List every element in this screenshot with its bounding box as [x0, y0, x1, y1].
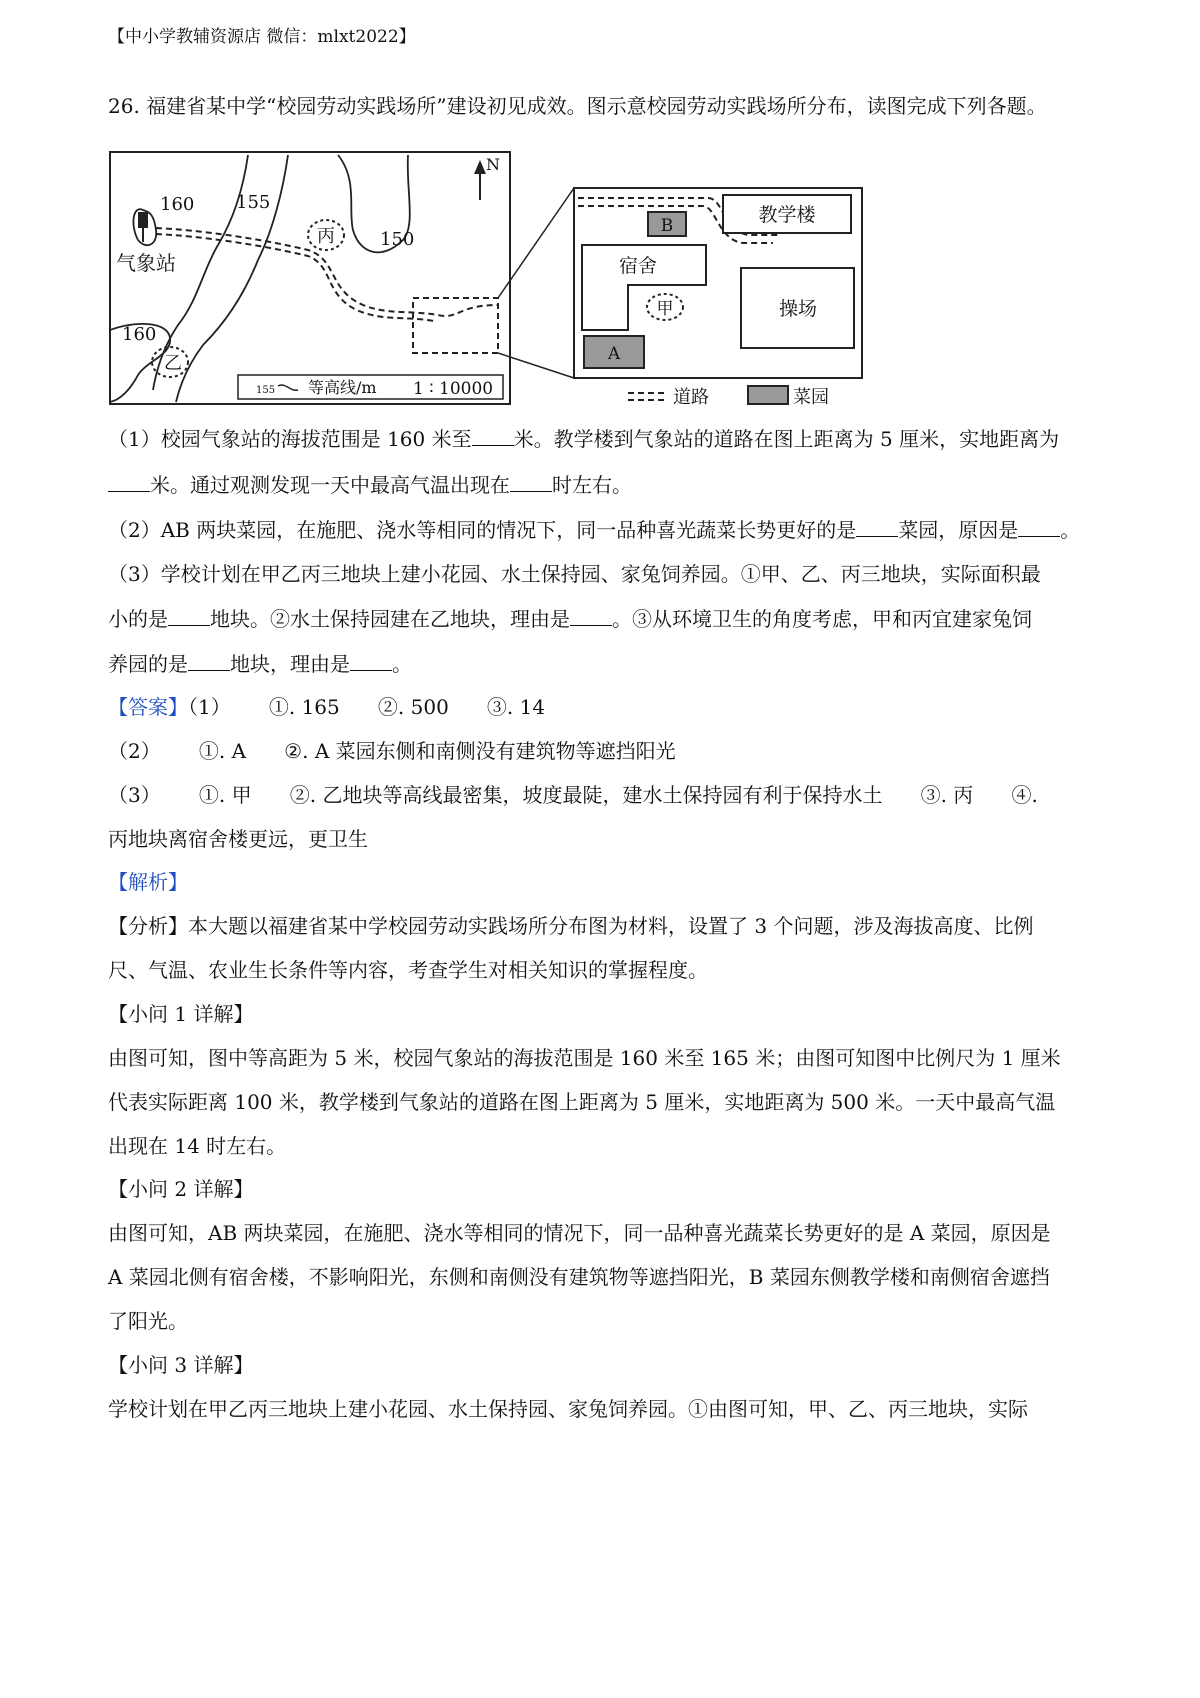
- north-label: N: [486, 155, 500, 174]
- sub3-title: 【小问 3 详解】: [108, 1353, 254, 1377]
- q1-blank-2[interactable]: [108, 473, 150, 492]
- weather-station-label: 气象站: [116, 251, 176, 275]
- legend-garden-label: 菜园: [793, 387, 829, 408]
- q1-blank-1[interactable]: [472, 427, 514, 446]
- garden-a-label: A: [607, 344, 621, 364]
- contour-label-160-lower: 160: [122, 324, 157, 345]
- q2-text-1: （2）AB 两块菜园，在施肥、浇水等相同的情况下，同一品种喜光蔬菜长势更好的是: [108, 518, 857, 542]
- q3-text-6: 地块，理由是: [230, 652, 350, 676]
- sub1-line-3: 出现在 14 时左右。: [108, 1134, 287, 1158]
- q2-line: [108, 516, 1098, 544]
- plot-yi-label: 乙: [164, 353, 182, 374]
- plot-jia-label: 甲: [656, 299, 674, 319]
- q3-line3: [108, 650, 1098, 678]
- legend-garden-icon: [748, 386, 788, 404]
- q3-text-2: 小的是: [108, 607, 168, 631]
- q3-blank-3[interactable]: [188, 652, 230, 671]
- sub2-title: 【小问 2 详解】: [108, 1177, 254, 1201]
- q1-blank-3[interactable]: [510, 473, 552, 492]
- q1-text-1: （1）校园气象站的海拔范围是 160 米至: [108, 427, 472, 451]
- campus-map-figure: [108, 150, 938, 440]
- analysis-label: 【解析】: [108, 870, 188, 894]
- answer-part-1: （1） ①. 165 ②. 500 ③. 14: [188, 695, 546, 719]
- q3-blank-2[interactable]: [570, 607, 612, 626]
- plot-bing-label: 丙: [317, 226, 335, 247]
- q3-text-4: 。③从环境卫生的角度考虑，甲和丙宜建家兔饲: [612, 607, 1032, 631]
- q3-text-1: （3）学校计划在甲乙丙三地块上建小花园、水土保持园、家兔饲养园。①甲、乙、丙三地块，实际面积最: [108, 562, 1041, 586]
- analysis-summary-1: 【分析】本大题以福建省某中学校园劳动实践场所分布图为材料，设置了 3 个问题，涉及海拔高度、比例: [108, 914, 1034, 938]
- q1-text-2: 米。教学楼到气象站的道路在图上距离为 5 厘米，实地距离为: [513, 427, 1060, 451]
- answer-line3: （3） ①. 甲 ②. 乙地块等高线最密集，坡度最陡，建水土保持园有利于保持水土 ③. 丙 ④.: [108, 783, 1038, 807]
- answer-line2: （2） ①. A ②. A 菜园东侧和南侧没有建筑物等遮挡阳光: [108, 739, 676, 763]
- scale-label: 1 ∶ 10000: [413, 379, 494, 399]
- contour-label-160: 160: [160, 194, 195, 215]
- sub2-line-3: 了阳光。: [108, 1309, 188, 1333]
- q2-blank-2[interactable]: [1018, 518, 1060, 537]
- garden-b-label: B: [660, 216, 674, 236]
- question-stem: [108, 92, 1098, 120]
- q1-text-4: 时左右。: [552, 473, 632, 497]
- q2-blank-1[interactable]: [856, 518, 898, 537]
- answer-line4: 丙地块离宿舍楼更远，更卫生: [108, 827, 368, 851]
- legend-contour-value: 155: [256, 385, 276, 396]
- q3-text-7: 。: [392, 652, 412, 676]
- q1-text-3: 米。通过观测发现一天中最高气温出现在: [150, 473, 510, 497]
- q2-text-3: 。: [1060, 518, 1081, 542]
- question-text: 福建省某中学“校园劳动实践场所”建设初见成效。图示意校园劳动实践场所分布，读图完成下列各题。: [146, 94, 1047, 118]
- legend-contour-label: 等高线/m: [308, 378, 377, 397]
- q3-line2: [108, 605, 1098, 633]
- analysis-summary-2: 尺、气温、农业生长条件等内容，考查学生对相关知识的掌握程度。: [108, 958, 708, 982]
- contour-label-155: 155: [236, 192, 271, 213]
- q3-text-3: 地块。②水土保持园建在乙地块，理由是: [210, 607, 570, 631]
- sub2-line-2: A 菜园北侧有宿舍楼，不影响阳光，东侧和南侧没有建筑物等遮挡阳光，B 菜园东侧教学楼和南侧宿舍遮挡: [108, 1265, 1050, 1289]
- playground-label: 操场: [778, 298, 818, 320]
- weather-station-icon: [138, 212, 148, 228]
- sub1-title: 【小问 1 详解】: [108, 1002, 254, 1026]
- q3-blank-4[interactable]: [350, 652, 392, 671]
- sub3-line-1: 学校计划在甲乙丙三地块上建小花园、水土保持园、家兔饲养园。①由图可知，甲、乙、丙三地块，实际: [108, 1397, 1028, 1421]
- q3-line1: [108, 560, 1098, 588]
- q3-text-5: 养园的是: [108, 652, 188, 676]
- sub1-line-1: 由图可知，图中等高距为 5 米，校园气象站的海拔范围是 160 米至 165 米；由图可知图中比例尺为 1 厘米: [108, 1046, 1061, 1070]
- sub1-line-2: 代表实际距离 100 米，教学楼到气象站的道路在图上距离为 5 厘米，实地距离为 500 米。一天中最高气温: [108, 1090, 1056, 1114]
- contour-label-150: 150: [380, 229, 415, 250]
- question-number: 26.: [108, 94, 140, 118]
- answer-label: 【答案】: [108, 695, 188, 719]
- q3-blank-1[interactable]: [168, 607, 210, 626]
- legend-road-label: 道路: [673, 387, 709, 408]
- page-header: 【中小学教辅资源店 微信：mlxt2022】: [108, 27, 416, 47]
- q2-text-2: 菜园，原因是: [898, 518, 1019, 542]
- q1-line1: [108, 425, 1098, 453]
- dorm-label: 宿舍: [618, 255, 658, 277]
- sub2-line-1: 由图可知，AB 两块菜园，在施肥、浇水等相同的情况下，同一品种喜光蔬菜长势更好的是 A 菜园，原因是: [108, 1221, 1051, 1245]
- q1-line2: [108, 471, 1098, 499]
- answer-line1: [108, 693, 1098, 721]
- teaching-building-label: 教学楼: [758, 204, 816, 226]
